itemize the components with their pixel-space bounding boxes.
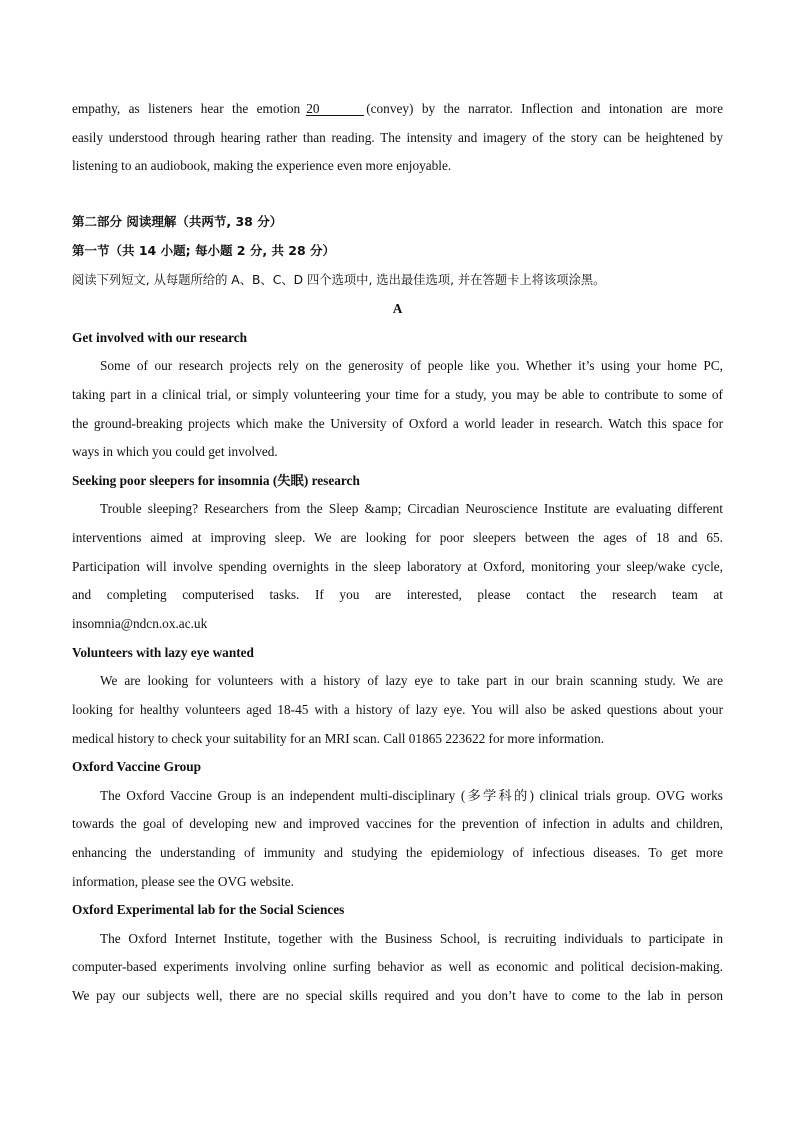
- part-heading: 第二部分 阅读理解（共两节, 38 分）: [72, 214, 283, 229]
- paragraph-line: Participation will involve spending overnights in the sleep laboratory at Oxford, monitoring your sleep/wake cycle,: [72, 559, 723, 574]
- paragraph-line: medical history to check your suitability for an MRI scan. Call 01865 223622 for more information.: [72, 731, 605, 746]
- paragraph-line: looking for healthy volunteers aged 18-45 with a history of lazy eye. You will also be asked questions about your: [72, 702, 723, 717]
- paragraph-line: easily understood through hearing rather than reading. The intensity and imagery of the story can be heightened by: [72, 130, 723, 145]
- paragraph-line: [72, 101, 723, 117]
- paragraph-line: enhancing the understanding of immunity and studying the epidemiology of infectious diseases. To get more: [72, 845, 723, 860]
- section-title: Oxford Experimental lab for the Social Sciences: [72, 902, 345, 917]
- section-title: Oxford Vaccine Group: [72, 759, 202, 774]
- paragraph-line: ways in which you could get involved.: [72, 444, 278, 459]
- paragraph-line: Trouble sleeping? Researchers from the Sleep &amp; Circadian Neuroscience Institute are evaluating different: [100, 501, 723, 516]
- instruction-text: 阅读下列短文, 从每题所给的 A、B、C、D 四个选项中, 选出最佳选项, 并在答题卡上将该项涂黑。: [72, 273, 606, 287]
- section-title: Seeking poor sleepers for insomnia (失眠) research: [72, 473, 360, 488]
- email-text: insomnia@ndcn.ox.ac.uk: [72, 616, 208, 631]
- paragraph-line: computer-based experiments involving online surfing behavior as well as economic and political decision-making.: [72, 959, 723, 974]
- paragraph-line: We pay our subjects well, there are no special skills required and you don’t have to come to the lab in person: [72, 988, 723, 1003]
- paragraph-line: interventions aimed at improving sleep. We are looking for poor sleepers between the ages of 18 and 65.: [72, 530, 723, 545]
- paragraph-line: We are looking for volunteers with a history of lazy eye to take part in our brain scanning study. We are: [100, 673, 723, 688]
- section-title: Get involved with our research: [72, 330, 248, 345]
- paragraph-line: The Oxford Vaccine Group is an independent multi-disciplinary (多学科的) clinical trials group. OVG works: [100, 788, 723, 803]
- paragraph-line: and completing computerised tasks. If you are interested, please contact the research team at: [72, 587, 723, 602]
- text-segment: empathy, as listeners hear the emotion: [72, 101, 301, 116]
- paragraph-line: towards the goal of developing new and improved vaccines for the prevention of infection in adults and children,: [72, 816, 723, 831]
- text-segment: (convey) by the narrator. Inflection and intonation are more: [366, 101, 723, 116]
- paragraph-line: listening to an audiobook, making the experience even more enjoyable.: [72, 158, 452, 173]
- paragraph-line: information, please see the OVG website.: [72, 874, 294, 889]
- section-title: Volunteers with lazy eye wanted: [72, 645, 254, 660]
- paragraph-line: The Oxford Internet Institute, together with the Business School, is recruiting individuals to participate in: [100, 931, 723, 946]
- section-heading: 第一节（共 14 小题; 每小题 2 分, 共 28 分）: [72, 243, 336, 258]
- passage-letter: A: [392, 301, 403, 316]
- paragraph-line: the ground-breaking projects which make the University of Oxford a world leader in research. Watch this space for: [72, 416, 723, 431]
- answer-blank: 20: [306, 102, 364, 116]
- paragraph-line: Some of our research projects rely on the generosity of people like you. Whether it’s using your home PC,: [100, 358, 723, 373]
- paragraph-line: taking part in a clinical trial, or simply volunteering your time for a study, you may be able to contribute to some of: [72, 387, 723, 402]
